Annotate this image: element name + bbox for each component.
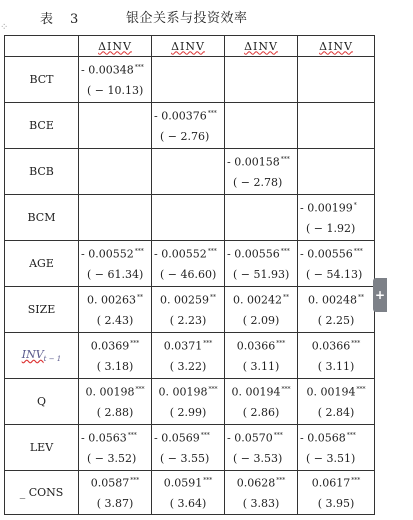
- table-cell: [152, 333, 225, 379]
- table-cell: [152, 149, 225, 195]
- table-title: [0, 0, 413, 30]
- coefficient: [232, 382, 291, 401]
- t-statistic: ( − 54.13): [306, 268, 363, 282]
- coefficient: [154, 106, 217, 125]
- cell-content: [225, 382, 297, 422]
- table-cell: [79, 195, 152, 241]
- t-statistic: ( 2.43): [96, 314, 134, 328]
- t-statistic: ( 2.86): [242, 406, 280, 420]
- t-statistic: ( − 3.53): [233, 452, 283, 466]
- table-cell: [152, 471, 225, 515]
- row-label-text: BCE: [29, 119, 54, 132]
- t-statistic: ( 2.84): [317, 406, 355, 420]
- coefficient: [81, 60, 144, 79]
- t-statistic: ( − 61.34): [87, 268, 144, 282]
- table-row: [5, 195, 375, 241]
- t-statistic: ( − 3.51): [306, 452, 356, 466]
- table-cell: [79, 57, 152, 103]
- significance-stars: ***: [276, 476, 286, 484]
- coefficient-value: 0. 00248: [308, 293, 357, 307]
- t-statistic: ( 2.25): [317, 314, 355, 328]
- coefficient-value: - 0.00552: [81, 247, 134, 261]
- row-label: [5, 103, 79, 149]
- t-statistic: ( − 3.55): [160, 452, 210, 466]
- table-cell: [298, 57, 375, 103]
- table-cell: [298, 287, 375, 333]
- significance-stars: **: [209, 293, 216, 301]
- row-label: [5, 241, 79, 287]
- t-statistic: ( − 2.76): [160, 130, 210, 144]
- cell-content: [152, 244, 224, 284]
- row-label-text: AGE: [29, 257, 54, 270]
- coefficient: [87, 290, 143, 309]
- coefficient: [154, 428, 210, 447]
- coefficient-value: 0. 00198: [85, 385, 135, 399]
- coefficient: [300, 244, 363, 263]
- coefficient: [227, 152, 290, 171]
- t-statistic: ( − 46.60): [160, 268, 217, 282]
- cell-content: [298, 382, 374, 422]
- table-row: [5, 333, 375, 379]
- row-label: [5, 425, 79, 471]
- cell-content: [79, 290, 151, 330]
- coefficient-value: - 0.00552: [154, 247, 207, 261]
- significance-stars: ***: [280, 247, 290, 255]
- table-cell: [79, 103, 152, 149]
- t-statistic: ( 3.64): [169, 497, 207, 511]
- table-cell: [79, 149, 152, 195]
- t-statistic: ( 3.83): [242, 497, 280, 511]
- coefficient: [300, 198, 357, 217]
- row-label: [5, 57, 79, 103]
- side-expand-tab[interactable]: [373, 278, 387, 312]
- cell-content: [298, 198, 374, 238]
- significance-stars: ***: [207, 247, 217, 255]
- column-header-label: ΔINV: [171, 39, 205, 53]
- coefficient-value: - 0.0563: [81, 431, 127, 445]
- table-cell: [225, 195, 298, 241]
- header-corner-cell: [5, 36, 79, 57]
- significance-stars: ***: [273, 431, 283, 439]
- t-statistic: ( 2.99): [169, 406, 207, 420]
- cell-content: [79, 244, 151, 284]
- table-cell: [298, 425, 375, 471]
- t-statistic: ( 2.23): [169, 314, 207, 328]
- table-cell: [79, 287, 152, 333]
- table-row: [5, 57, 375, 103]
- table-cell: [298, 241, 375, 287]
- cell-content: [79, 428, 151, 468]
- coefficient-value: 0. 00242: [233, 293, 282, 307]
- t-statistic: ( − 1.92): [306, 222, 356, 236]
- coefficient: [164, 473, 213, 492]
- cell-content: [298, 290, 374, 330]
- coefficient: [308, 290, 364, 309]
- table-number: 表 3: [40, 12, 81, 27]
- table-cell: [225, 379, 298, 425]
- row-label-text: BCT: [29, 73, 54, 86]
- row-label: [5, 379, 79, 425]
- row-label: [5, 195, 79, 241]
- t-statistic: ( 3.22): [169, 360, 207, 374]
- coefficient-value: 0.0366: [311, 339, 351, 353]
- coefficient-value: 0.0628: [236, 476, 276, 490]
- significance-stars: ***: [208, 385, 218, 393]
- table-row: [5, 471, 375, 515]
- table-row: [5, 241, 375, 287]
- coefficient: [159, 382, 218, 401]
- row-label-text: Q: [36, 395, 47, 408]
- table-cell: [225, 287, 298, 333]
- cell-content: [152, 382, 224, 422]
- coefficient-value: 0.0587: [90, 476, 130, 490]
- coefficient-value: - 0.00556: [227, 247, 280, 261]
- row-label-text: INV: [21, 347, 44, 361]
- t-statistic: ( 3.11): [242, 360, 280, 374]
- significance-stars: **: [136, 293, 143, 301]
- table-row: [5, 379, 375, 425]
- table-cell: [79, 425, 152, 471]
- cell-content: [225, 473, 297, 513]
- coefficient-value: - 0.00199: [300, 201, 353, 215]
- table-cell: [152, 57, 225, 103]
- table-cell: [79, 333, 152, 379]
- coefficient-value: - 0.00348: [81, 63, 134, 77]
- column-header-label: ΔINV: [319, 39, 353, 53]
- row-label-text: SIZE: [27, 303, 56, 316]
- cell-content: [152, 428, 224, 468]
- coefficient-value: - 0.0569: [154, 431, 200, 445]
- coefficient: [312, 336, 361, 355]
- coefficient-value: 0. 00259: [160, 293, 209, 307]
- cell-content: [225, 336, 297, 376]
- regression-table: [4, 35, 375, 515]
- t-statistic: ( − 2.78): [233, 176, 283, 190]
- coefficient-value: 0.0591: [163, 476, 203, 490]
- row-label-text: LEV: [29, 441, 54, 454]
- move-handle-icon[interactable]: ⁘: [0, 22, 9, 33]
- t-statistic: ( − 3.52): [87, 452, 137, 466]
- coefficient-value: 0.0369: [90, 339, 130, 353]
- t-statistic: ( 3.18): [96, 360, 134, 374]
- coefficient: [237, 473, 286, 492]
- significance-stars: **: [357, 293, 364, 301]
- cell-content: [152, 473, 224, 513]
- t-statistic: ( − 10.13): [87, 84, 144, 98]
- cell-content: [225, 152, 297, 192]
- significance-stars: ***: [346, 431, 356, 439]
- table-cell: [152, 425, 225, 471]
- significance-stars: ***: [280, 155, 290, 163]
- coefficient-value: 0. 00263: [87, 293, 136, 307]
- table-caption: 银企关系与投资效率: [126, 11, 248, 26]
- table-cell: [79, 379, 152, 425]
- significance-stars: **: [282, 293, 289, 301]
- t-statistic: ( 3.87): [96, 497, 134, 511]
- coefficient-value: - 0.0570: [227, 431, 273, 445]
- cell-content: [225, 428, 297, 468]
- coefficient: [300, 428, 356, 447]
- table-cell: [152, 379, 225, 425]
- t-statistic: ( 3.95): [317, 497, 355, 511]
- row-label: [5, 149, 79, 195]
- coefficient: [307, 382, 366, 401]
- table-cell: [298, 471, 375, 515]
- column-header-label: ΔINV: [98, 39, 132, 53]
- t-statistic: ( 2.88): [96, 406, 134, 420]
- table-cell: [225, 333, 298, 379]
- cell-content: [79, 473, 151, 513]
- table-cell: [79, 241, 152, 287]
- coefficient: [160, 290, 216, 309]
- significance-stars: ***: [351, 339, 361, 347]
- t-statistic: ( 2.09): [242, 314, 280, 328]
- significance-stars: ***: [134, 63, 144, 71]
- table-cell: [225, 425, 298, 471]
- plus-icon[interactable]: +: [374, 288, 386, 302]
- coefficient-value: 0. 00198: [158, 385, 208, 399]
- table-cell: [225, 149, 298, 195]
- significance-stars: ***: [134, 247, 144, 255]
- cell-content: [298, 244, 374, 284]
- coefficient-value: 0. 00194: [231, 385, 281, 399]
- row-label-text: BCB: [29, 165, 54, 178]
- significance-stars: ***: [281, 385, 291, 393]
- cell-content: [152, 290, 224, 330]
- coefficient: [227, 428, 283, 447]
- row-label-text: BCM: [27, 211, 56, 224]
- row-label: [5, 333, 79, 379]
- cell-content: [79, 382, 151, 422]
- coefficient-value: - 0.00376: [154, 109, 207, 123]
- cell-content: [79, 336, 151, 376]
- table-cell: [298, 195, 375, 241]
- table-cell: [152, 103, 225, 149]
- coefficient: [86, 382, 145, 401]
- table-cell: [152, 195, 225, 241]
- significance-stars: ***: [207, 109, 217, 117]
- coefficient: [312, 473, 361, 492]
- row-label: [5, 287, 79, 333]
- coefficient-value: 0.0617: [311, 476, 351, 490]
- table-row: [5, 149, 375, 195]
- significance-stars: *: [353, 201, 357, 209]
- table-cell: [225, 241, 298, 287]
- coefficient-value: - 0.00158: [227, 155, 280, 169]
- significance-stars: ***: [353, 247, 363, 255]
- table-cell: [298, 149, 375, 195]
- table-cell: [298, 103, 375, 149]
- column-header: [225, 36, 298, 57]
- table-cell: [152, 287, 225, 333]
- table-row: [5, 287, 375, 333]
- significance-stars: ***: [130, 339, 140, 347]
- table-cell: [225, 471, 298, 515]
- coefficient-value: 0.0371: [163, 339, 203, 353]
- coefficient: [91, 336, 140, 355]
- table-cell: [225, 103, 298, 149]
- table-cell: [152, 241, 225, 287]
- significance-stars: ***: [203, 339, 213, 347]
- coefficient: [227, 244, 290, 263]
- coefficient: [91, 473, 140, 492]
- significance-stars: ***: [203, 476, 213, 484]
- column-header: [79, 36, 152, 57]
- table-cell: [298, 379, 375, 425]
- cell-content: [225, 244, 297, 284]
- coefficient: [237, 336, 286, 355]
- cell-content: [298, 428, 374, 468]
- table-row: [5, 103, 375, 149]
- t-statistic: ( − 51.93): [233, 268, 290, 282]
- cell-content: [298, 473, 374, 513]
- column-header: [152, 36, 225, 57]
- significance-stars: ***: [130, 476, 140, 484]
- coefficient: [233, 290, 289, 309]
- table-cell: [298, 333, 375, 379]
- significance-stars: ***: [356, 385, 366, 393]
- significance-stars: ***: [351, 476, 361, 484]
- significance-stars: ***: [276, 339, 286, 347]
- significance-stars: ***: [135, 385, 145, 393]
- column-header: [298, 36, 375, 57]
- coefficient-value: - 0.00556: [300, 247, 353, 261]
- cell-content: [152, 106, 224, 146]
- table-cell: [79, 471, 152, 515]
- coefficient-value: 0. 00194: [306, 385, 356, 399]
- column-header-label: ΔINV: [244, 39, 278, 53]
- row-label-subscript: t − 1: [43, 355, 62, 364]
- coefficient: [81, 428, 137, 447]
- header-row: [5, 36, 375, 57]
- table-cell: [225, 57, 298, 103]
- cell-content: [298, 336, 374, 376]
- row-label-text: _ CONS: [19, 486, 64, 499]
- coefficient: [164, 336, 213, 355]
- significance-stars: ***: [127, 431, 137, 439]
- cell-content: [79, 60, 151, 100]
- coefficient-value: - 0.0568: [300, 431, 346, 445]
- cell-content: [152, 336, 224, 376]
- coefficient: [81, 244, 144, 263]
- cell-content: [225, 290, 297, 330]
- coefficient-value: 0.0366: [236, 339, 276, 353]
- table-row: [5, 425, 375, 471]
- coefficient: [154, 244, 217, 263]
- row-label: [5, 471, 79, 515]
- t-statistic: ( 3.11): [317, 360, 355, 374]
- significance-stars: ***: [200, 431, 210, 439]
